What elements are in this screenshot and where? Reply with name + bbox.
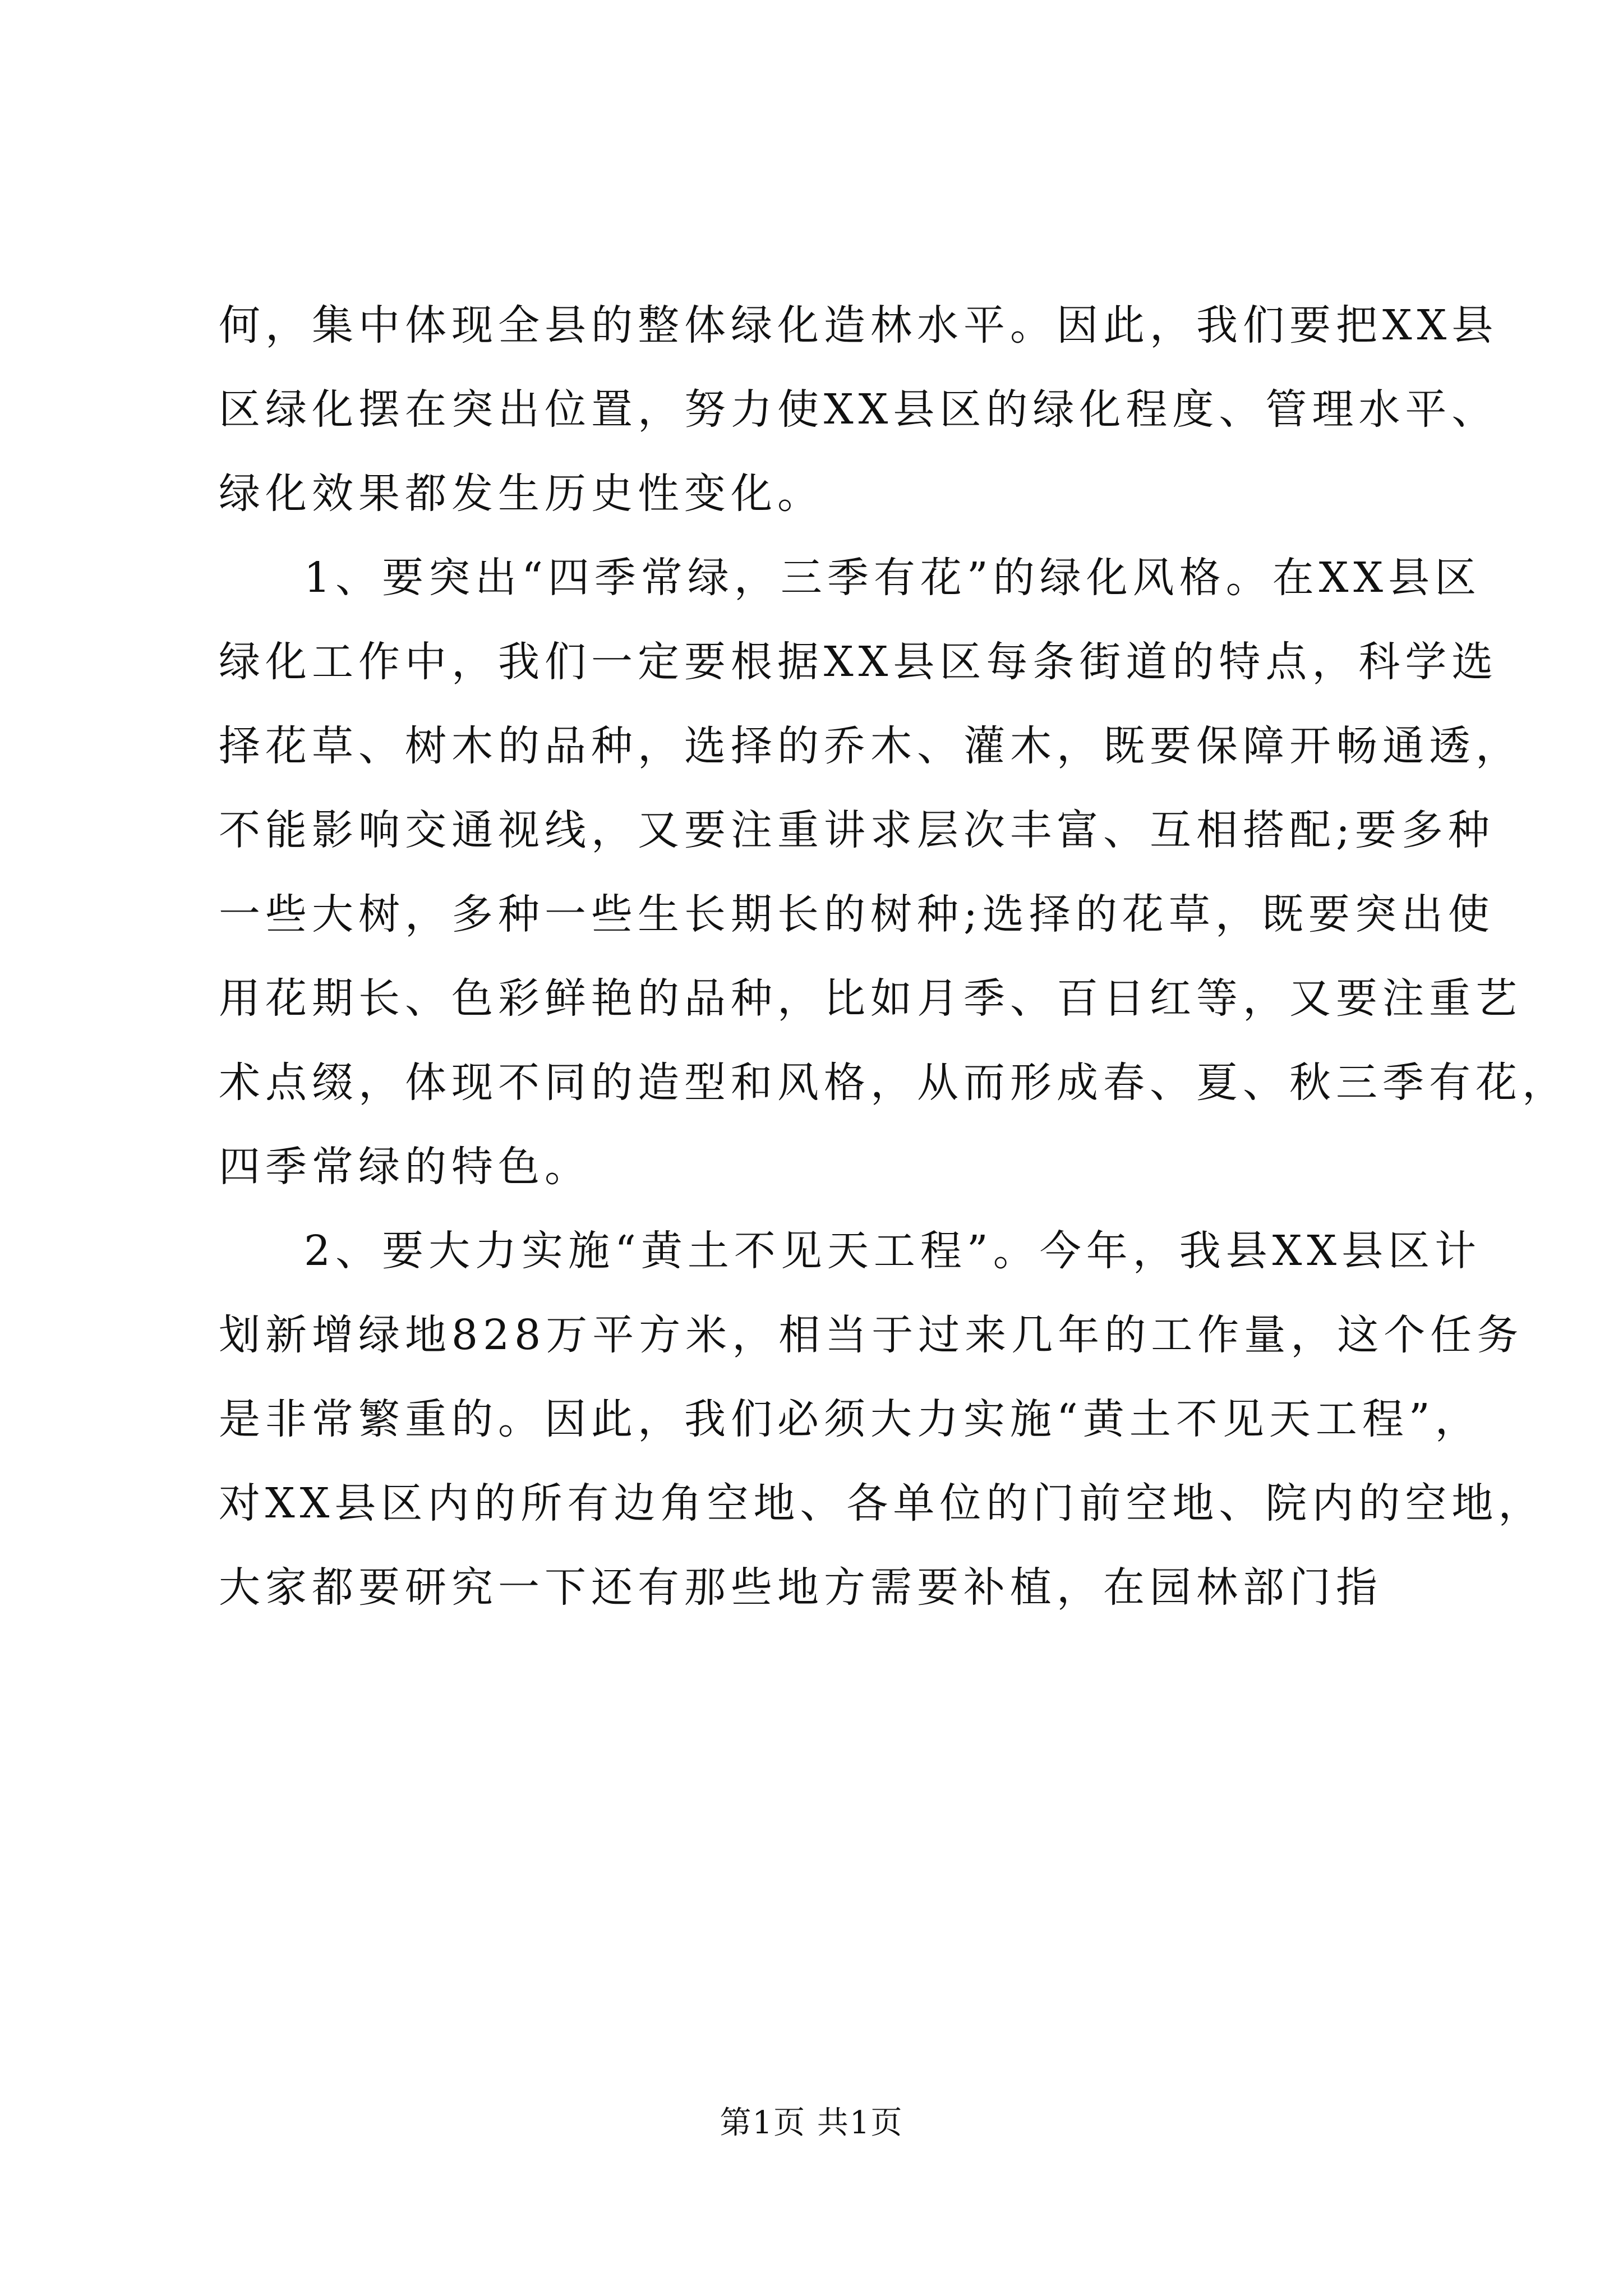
text-line: 一些大树，多种一些生长期长的树种;选择的花草，既要突出使: [219, 890, 1495, 938]
page-footer: [0, 2101, 1623, 2146]
paragraph-3: [219, 1209, 1545, 1630]
text-line: 对XX县区内的所有边角空地、各单位的门前空地、院内的空地，: [219, 1479, 1545, 1527]
text-line: 术点缀，体现不同的造型和风格，从而形成春、夏、秋三季有花，: [219, 1059, 1569, 1107]
paragraph-1: [219, 283, 1498, 536]
text-line: 绿化效果都发生历史性变化。: [219, 470, 824, 518]
page-number-indicator: 第1页 共1页: [720, 2105, 903, 2141]
text-line: 四季常绿的特色。: [219, 1143, 591, 1191]
document-body: [219, 283, 1569, 1630]
text-line: 绿化工作中，我们一定要根据XX县区每条街道的特点，科学选: [219, 638, 1498, 686]
text-line: 用花期长、色彩鲜艳的品种，比如月季、百日红等，又要注重艺: [219, 974, 1522, 1023]
text-line: 何，集中体现全县的整体绿化造林水平。因此，我们要把XX县: [219, 301, 1498, 349]
text-line: 是非常繁重的。因此，我们必须大力实施“黄土不见天工程”，: [219, 1395, 1482, 1443]
text-line: 大家都要研究一下还有那些地方需要补植，在园林部门指: [219, 1563, 1382, 1612]
text-line: 区绿化摆在突出位置，努力使XX县区的绿化程度、管理水平、: [219, 385, 1498, 434]
text-line: 择花草、树木的品种，选择的乔木、灌木，既要保障开畅通透，: [219, 722, 1522, 770]
text-line: 不能影响交通视线，又要注重讲求层次丰富、互相搭配;要多种: [219, 806, 1495, 854]
text-line: 2、要大力实施“黄土不见天工程”。今年，我县XX县区计: [304, 1227, 1482, 1275]
text-line: 划新增绿地828万平方米，相当于过来几年的工作量，这个任务: [219, 1311, 1524, 1359]
paragraph-2: [219, 536, 1569, 1209]
text-line: 1、要突出“四季常绿，三季有花”的绿化风格。在XX县区: [304, 554, 1482, 602]
